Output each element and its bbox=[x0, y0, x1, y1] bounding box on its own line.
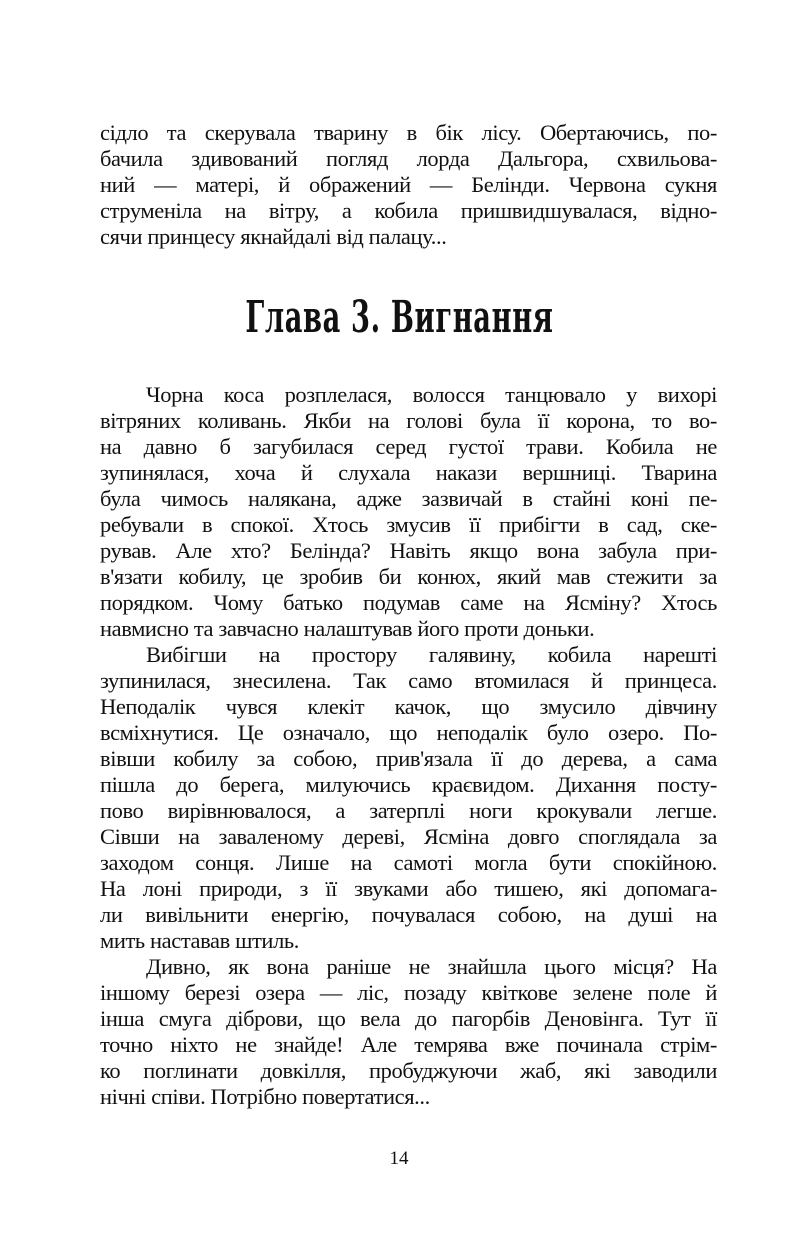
text-line: в'язати кобилу, це зробив би конюх, який мав стежити за bbox=[100, 564, 717, 589]
text-line: бачила здивований погляд лорда Дальгора, схвильова- bbox=[100, 146, 717, 171]
text-line: Дивно, як вона раніше не знайшла цього місця? На bbox=[146, 954, 717, 979]
intro-paragraph bbox=[100, 120, 717, 250]
text-line: На лоні природи, з її звуками або тишею, які допомага- bbox=[100, 876, 717, 901]
text-line: була чимось налякана, адже зазвичай в стайні коні пе- bbox=[100, 486, 717, 511]
text-line: пішла до берега, милуючись краєвидом. Дихання посту- bbox=[100, 772, 717, 797]
paragraph bbox=[100, 954, 717, 1110]
text-line: нічні співи. Потрібно повертатися... bbox=[100, 1084, 430, 1109]
text-line: мить наставав штиль. bbox=[100, 928, 299, 953]
text-line: іншому березі озера — ліс, позаду квіткове зелене поле й bbox=[100, 980, 717, 1005]
text-line: рував. Але хто? Белінда? Навіть якщо вона забула при- bbox=[100, 538, 717, 563]
text-line: на давно б загубилася серед густої трави. Кобила не bbox=[100, 434, 717, 459]
text-line: Неподалік чувся клекіт качок, що змусило дівчину bbox=[100, 694, 717, 719]
body-text bbox=[100, 382, 717, 1110]
text-line: пово вирівнювалося, а затерплі ноги крокували легше. bbox=[100, 798, 717, 823]
text-line: Вибігши на простору галявину, кобила нарешті bbox=[146, 642, 717, 667]
text-line: сячи принцесу якнайдалі від палацу... bbox=[100, 224, 447, 249]
text-line: зупинилася, знесилена. Так само втомилася й принцеса. bbox=[100, 668, 717, 693]
text-line: сідло та скерувала тварину в бік лісу. Обертаючись, по- bbox=[100, 120, 717, 145]
paragraph bbox=[100, 642, 717, 954]
text-line: інша смуга діброви, що вела до пагорбів Деновінга. Тут її bbox=[100, 1006, 717, 1031]
text-line: всміхнутися. Це означало, що неподалік було озеро. По- bbox=[100, 720, 717, 745]
text-line: ко поглинати довкілля, пробуджуючи жаб, які заводили bbox=[100, 1058, 717, 1083]
text-line: зупинялася, хоча й слухала накази вершниці. Тварина bbox=[100, 460, 717, 485]
text-line: заходом сонця. Лише на самоті могла бути спокійною. bbox=[100, 850, 717, 875]
text-line: струменіла на вітру, а кобила пришвидшувалася, відно- bbox=[100, 198, 717, 223]
text-line: ний — матері, й ображений — Белінди. Червона сукня bbox=[100, 172, 717, 197]
text-line: вівши кобилу за собою, прив'язала її до дерева, а сама bbox=[100, 746, 717, 771]
page-number: 14 bbox=[389, 1148, 409, 1169]
text-line: Чорна коса розплелася, волосся танцювало у вихорі bbox=[146, 382, 717, 407]
text-line: ли вивільнити енергію, почувалася собою, на душі на bbox=[100, 902, 717, 927]
text-line: навмисно та завчасно налаштував його проти доньки. bbox=[100, 616, 595, 641]
text-line: вітряних коливань. Якби на голові була її корона, то во- bbox=[100, 408, 717, 433]
text-line: порядком. Чому батько подумав саме на Ясміну? Хтось bbox=[100, 590, 717, 615]
chapter-title-text: Глава 3. Вигнання bbox=[244, 292, 554, 343]
text-line: ребували в спокої. Хтось змусив її прибігти в сад, ске- bbox=[100, 512, 717, 537]
paragraph bbox=[100, 382, 717, 642]
text-line: Сівши на заваленому дереві, Ясміна довго споглядала за bbox=[100, 824, 717, 849]
text-line: точно ніхто не знайде! Але темрява вже починала стрім- bbox=[100, 1032, 717, 1057]
chapter-title bbox=[0, 288, 798, 348]
